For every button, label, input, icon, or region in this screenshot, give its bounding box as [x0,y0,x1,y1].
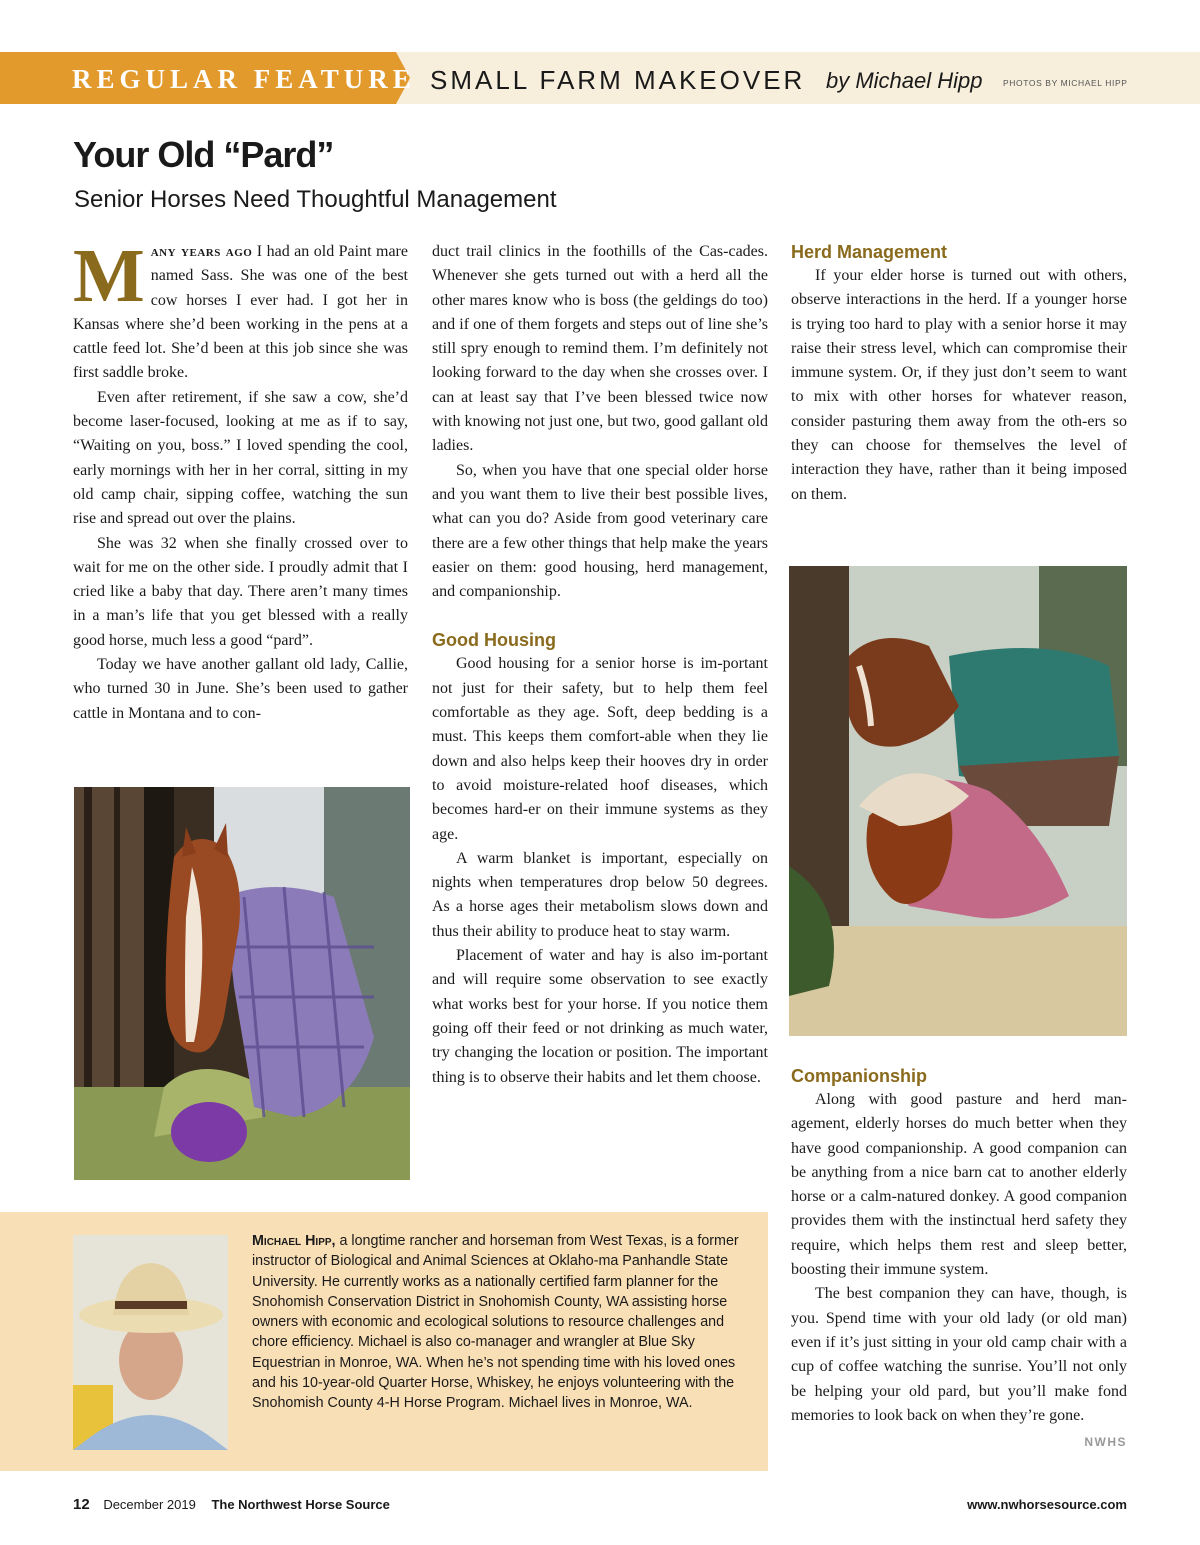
body-paragraph: So, when you have that one special older horse and you want them to live their best possible lives, what can you do? Aside from good veterinary care there are a few other things that help make the years easier on them: good housing, herd management, and companionship. [432,461,768,601]
article-column-2 [432,240,768,1090]
photo-credit: PHOTOS BY MICHAEL HIPP [1003,78,1128,88]
body-paragraph: A warm blanket is important, especially on nights when temperatures drop below 50 degrees. As a horse ages their metabolism slows down and thus their ability to produce heat to stay warm. [432,849,768,940]
section-title: SMALL FARM MAKEOVER [430,65,806,95]
body-paragraph: duct trail clinics in the foothills of the Cas-cades. Whenever she gets turned out with a herd all the other mares know who is boss (the geldings do too) and if one of them forgets and steps out of line she’s still spry enough to remind them. I’m definitely not looking forward to the day when she crosses over. I can at least say that I’ve been blessed twice now with knowing not just one, but two, good gallant old ladies. [432,243,768,455]
issue-date: December 2019 [103,1497,196,1512]
body-paragraph [791,1282,1127,1450]
lead-paragraph [73,234,408,386]
website-link[interactable]: www.nwhorsesource.com [967,1497,1127,1512]
article-column-3-top [791,240,1127,507]
end-mark: NWHS [1084,1435,1127,1450]
subhead-companionship: Companionship [791,1066,927,1086]
article-column-3-bottom [791,1064,1127,1454]
photo-horse-and-pony [789,566,1127,1036]
subhead-good-housing: Good Housing [432,630,556,651]
article-column-1 [73,234,408,726]
subhead-herd-management: Herd Management [791,242,948,262]
body-paragraph: Today we have another gallant old lady, Callie, who turned 30 in June. She’s been used to gather cattle in Montana and to con- [73,656,408,722]
article-title: Your Old “Pard” [73,134,334,175]
body-paragraph: Along with good pasture and herd man-agement, elderly horses do much better when they have good companionship. A good companion can be anything from a nice barn cat to another elderly horse or a calm-natured donkey. A good companion provides them with the instinctual herd safety they require, which helps them rest and sleep better, boosting their immune system. [791,1091,1127,1279]
body-paragraph: She was 32 when she finally crossed over to wait for me on the other side. I proudly admit that I cried like a baby that day. There aren’t many times in a man’s life that you get blessed with a really good horse, much less a good “pard”. [73,534,408,649]
body-paragraph: Placement of water and hay is also im-portant and will require some observation to see exactly what works best for your horse. If you notice them going off their feed or not drinking as much water, try changing the location or position. The important thing is to observe their habits and let them choose. [432,947,768,1086]
footer-left [73,1495,390,1515]
drop-cap: M [73,234,145,318]
body-paragraph: Good housing for a senior horse is im-portant not just for their safety, but to help them feel comfortable as they age. Soft, deep bedding is a must. This keeps them comfort-able when they lie down and also helps keep their hooves dry in order to avoid moisture-related hoof diseases, which becomes hard-er on their immune systems as they age. [432,655,768,843]
author-name: Michael Hipp, [252,1233,336,1249]
body-paragraph: Even after retirement, if she saw a cow, she’d become laser-focused, looking at me as if to say, “Waiting on you, boss.” I loved spending the cool, early mornings with her in her corral, sitting in my old camp chair, sipping coffee, watching the sun rise and spread out over the plains. [73,388,408,528]
lead-text: I had an old Paint mare named Sass. She was one of the best cow horses I ever had. I got her in Kansas where she’d been working in the pens at a cattle feed lot. She’d been at this job since she was first saddle broke. [73,243,408,382]
article-subtitle: Senior Horses Need Thoughtful Management [74,186,557,213]
author-bio [252,1231,746,1414]
publication-name: The Northwest Horse Source [211,1497,390,1512]
header-band [0,52,1200,104]
byline: by Michael Hipp [826,68,983,93]
feature-tag: REGULAR FEATURE [72,64,416,94]
author-bio-text: a longtime rancher and horseman from West Texas, is a former instructor of Biological and Animal Sciences at Oklaho-ma Panhandle State University. He currently works as a nationally certified farm planner for the Snohomish Conservation District in Snohomish County, WA assisting horse owners with economic and ecological solutions to resource challenges and chore efficiency. Michael is also co-manager and wrangler at Blue Sky Equestrian in Monroe, WA. When he’s not spending time with his loved ones and his 10-year-old Quarter Horse, Whiskey, he enjoys volunteering with the Snohomish County 4-H Horse Program. Michael lives in Monroe, WA. [252,1233,739,1412]
body-paragraph: If your elder horse is turned out with others, observe interactions in the herd. If a younger horse is trying too hard to play with a senior horse it may raise their stress level, which can compromise their immune system. Or, if they just don’t seem to want to mix with other horses for whatever reason, consider pasturing them away from the oth-ers so they can choose for themselves the level of interaction they have, rather than it being imposed on them. [791,267,1127,503]
author-photo [73,1235,228,1450]
page-number: 12 [73,1496,90,1513]
photo-callie-in-stall [74,787,410,1180]
final-paragraph-text: The best companion they can have, though, is you. Spend time with your old lady (or old man) even if it’s just sitting in your old camp chair with a cup of coffee watching the sunrise. You’ll not only be helping your old pard, but you’ll make fond memories to look back on when they’re gone. [791,1285,1127,1424]
lead-smallcaps: any years ago [150,243,253,260]
